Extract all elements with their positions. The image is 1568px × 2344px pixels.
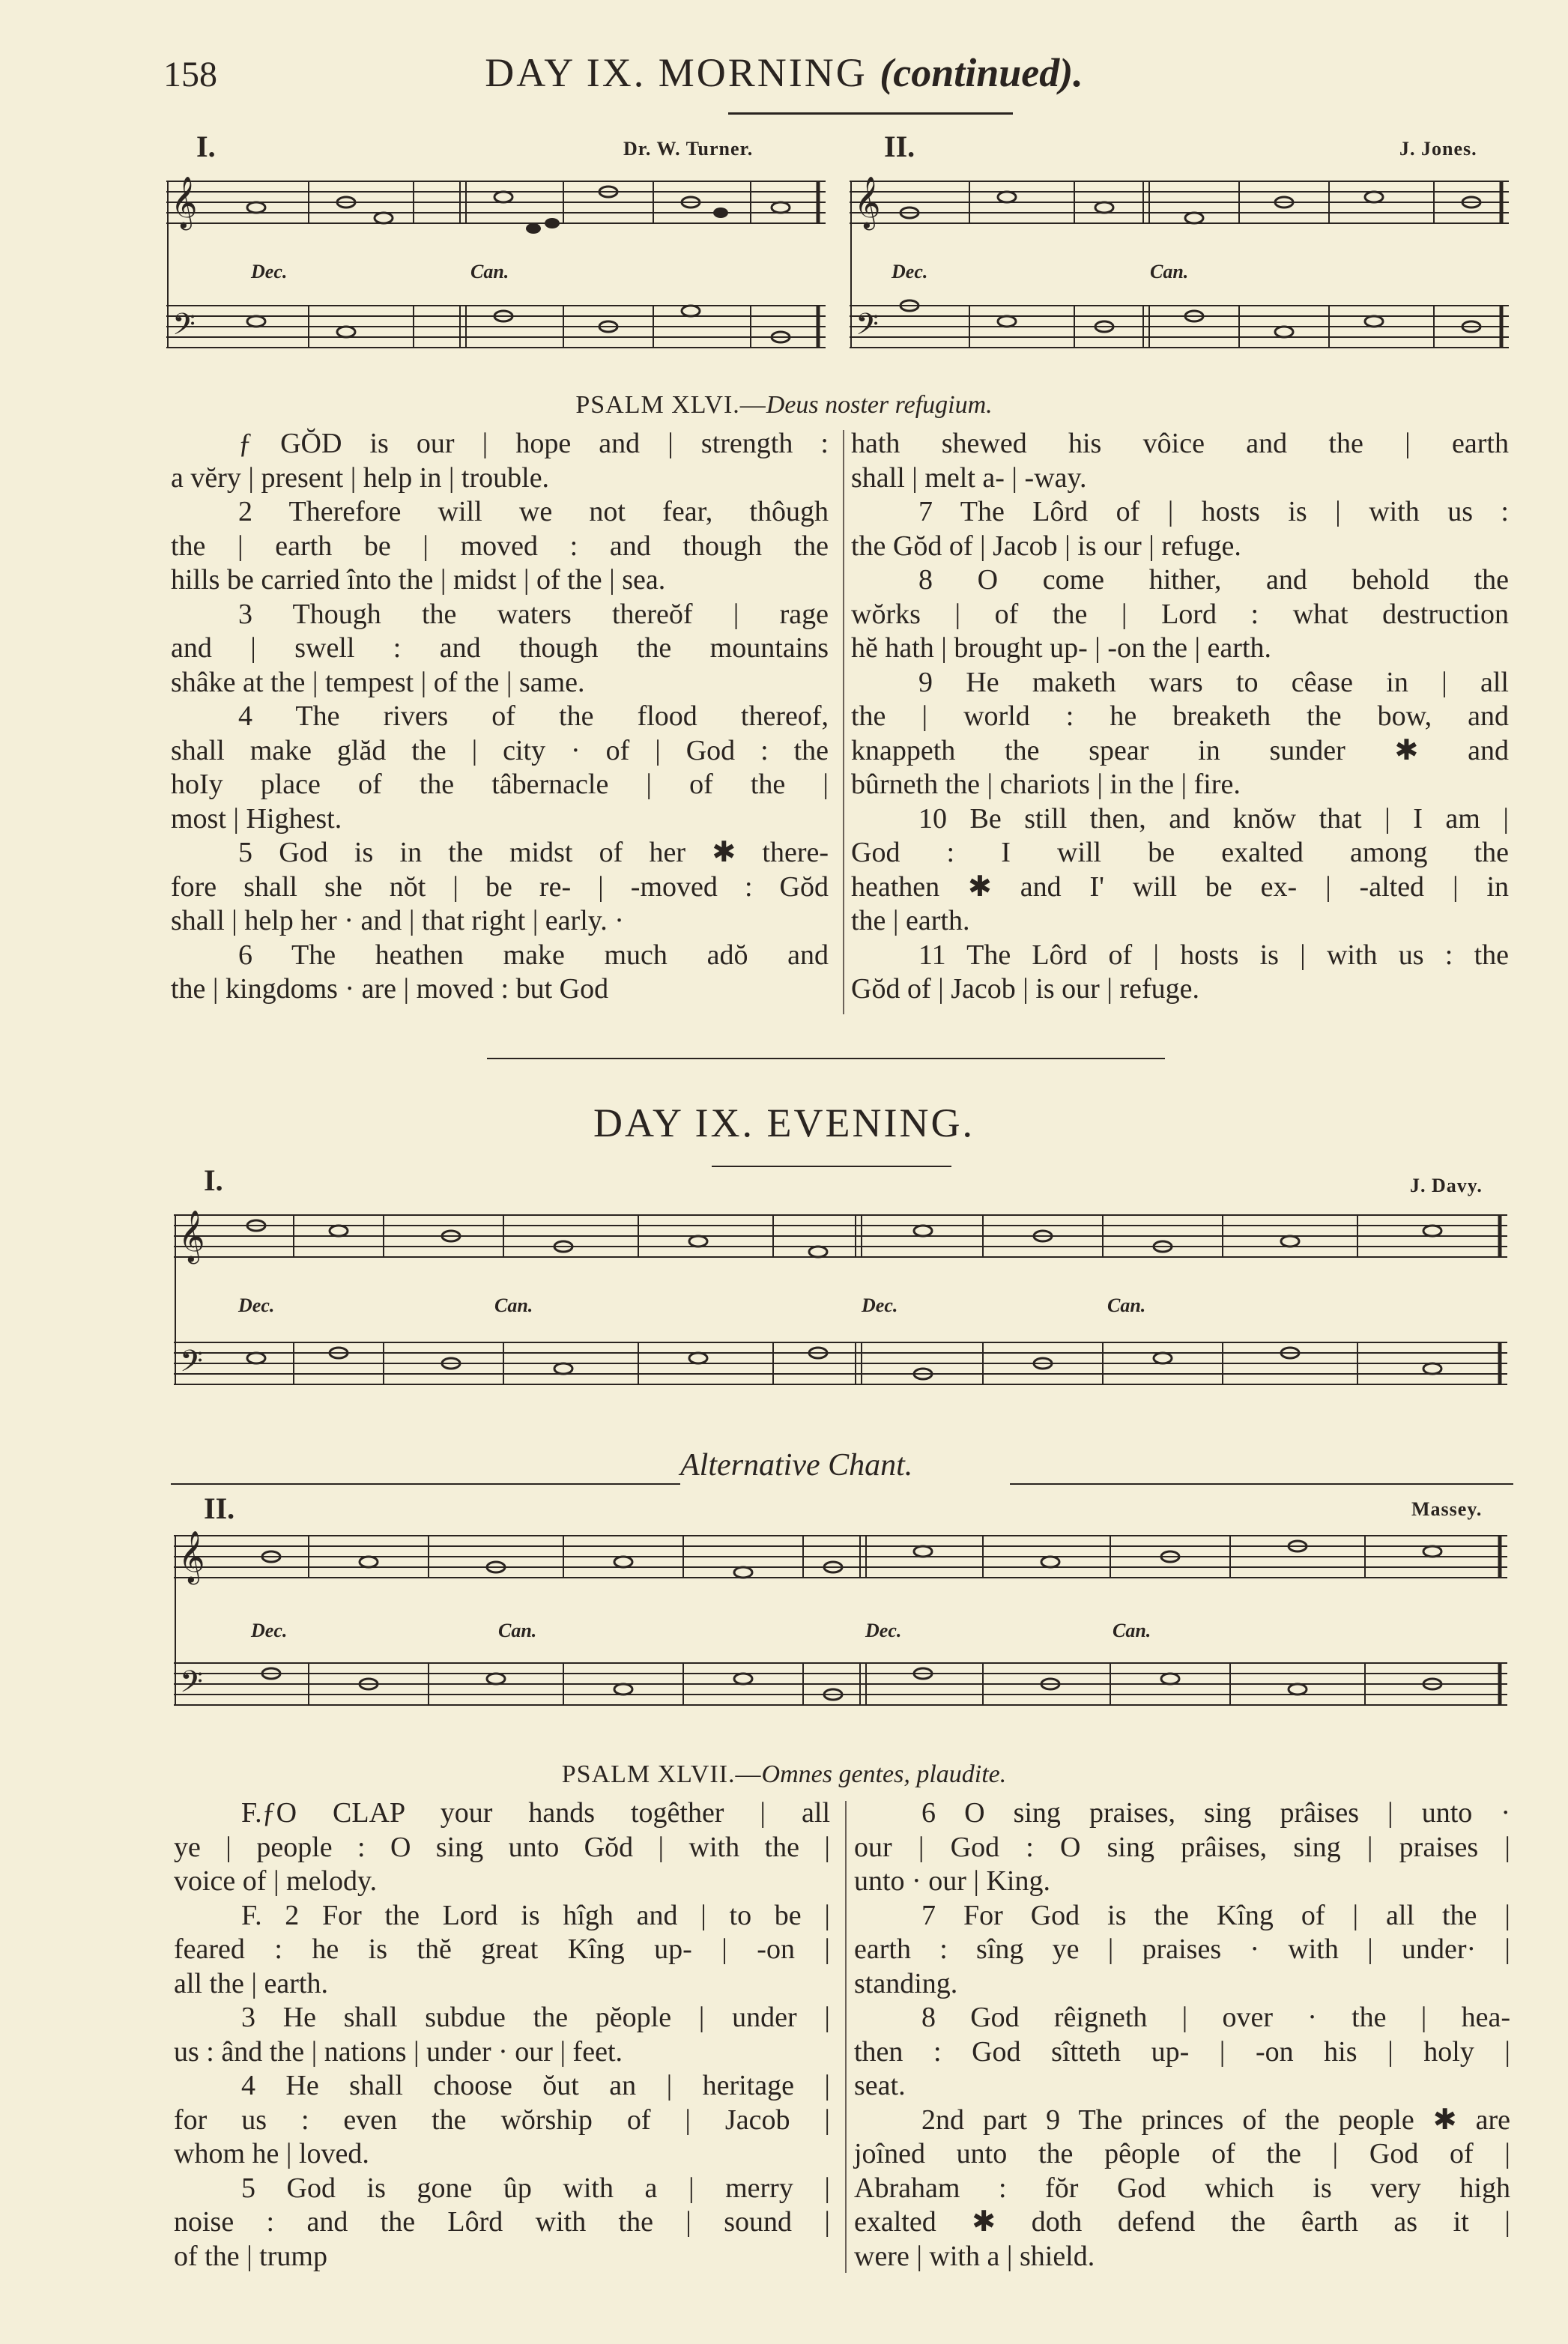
psalm-verse-line: 2nd part 9 The princes of the people ✱ are bbox=[921, 2104, 1510, 2136]
psalm-verse-line: bûrneth the | chariots | in the | fire. bbox=[851, 769, 1241, 800]
psalm-verse-line: feared : he is thĕ great Kîng up- | -on | bbox=[174, 1933, 830, 1965]
chant-number: II. bbox=[204, 1492, 235, 1525]
psalm-verse-line: for us : even the wŏrship of | Jacob | bbox=[174, 2104, 830, 2136]
psalm-verse-line: shall | help her · and | that right | early. · bbox=[171, 905, 624, 936]
psalm-verse-line: a vĕry | present | help in | trouble. bbox=[171, 461, 550, 494]
psalm-verse-line: hĕ hath | brought up- | -on the | earth. bbox=[851, 632, 1272, 664]
cantoris-label: Can. bbox=[470, 261, 509, 282]
psalm-verse-line: the Gŏd of | Jacob | is our | refuge. bbox=[851, 530, 1241, 562]
svg-text:𝄢: 𝄢 bbox=[172, 307, 196, 349]
psalm-title: PSALM XLVI.— bbox=[575, 391, 766, 419]
psalm-verse-line: seat. bbox=[854, 2070, 906, 2101]
psalm-verse-line: unto · our | King. bbox=[854, 1865, 1050, 1897]
psalm-verse-line: were | with a | shield. bbox=[854, 2240, 1095, 2272]
chant-number: I. bbox=[204, 1163, 223, 1197]
cantoris-label: Can. bbox=[1113, 1620, 1151, 1641]
section-rule bbox=[1010, 1483, 1513, 1485]
psalm-verse-line: our | God : O sing prâises, sing | praises | bbox=[854, 1831, 1510, 1863]
psalm-verse-line: then : God sîtteth up- | -on his | holy | bbox=[854, 2035, 1510, 2068]
psalm-verse-line: heathen ✱ and I' will be ex- | -alted | in bbox=[851, 870, 1509, 903]
psalm-verse-line: shâke at the | tempest | of the | same. bbox=[171, 666, 585, 698]
page-title-continued: (continued). bbox=[880, 50, 1083, 95]
svg-text:𝄞: 𝄞 bbox=[178, 1530, 205, 1583]
column-divider bbox=[843, 430, 844, 1014]
psalm-verse-line: earth : sîng ye | praises · with | under· | bbox=[854, 1933, 1510, 1965]
psalm-verse-line: standing. bbox=[854, 1967, 958, 1999]
chant-composer: J. Davy. bbox=[1410, 1175, 1483, 1196]
psalm-verse-line: noise : and the Lôrd with the | sound | bbox=[174, 2206, 830, 2238]
psalm-verse-line: 5 God is gone ûp with a | merry | bbox=[241, 2172, 830, 2204]
psalm-verse-line: God : I will be exalted among the bbox=[851, 837, 1509, 868]
page-number: 158 bbox=[163, 55, 217, 94]
psalm-verse-line: wŏrks | of the | Lord : what destruction bbox=[851, 598, 1509, 630]
decani-label: Dec. bbox=[238, 1294, 275, 1316]
psalm-verse-line: 6 The heathen make much adŏ and bbox=[238, 939, 829, 971]
psalm-column-right bbox=[854, 1796, 1510, 2274]
psalm-verse-line: 7 The Lôrd of | hosts is | with us : bbox=[918, 496, 1509, 527]
psalm-verse-line: us : ând the | nations | under · our | feet. bbox=[174, 2035, 623, 2068]
title-underline bbox=[712, 1166, 951, 1167]
psalm-verse-line: most | Highest. bbox=[171, 802, 342, 835]
svg-text:𝄞: 𝄞 bbox=[178, 1210, 205, 1262]
psalm-heading bbox=[0, 391, 1568, 420]
music-staff-chant bbox=[166, 174, 827, 369]
chant-composer: Massey. bbox=[1411, 1498, 1483, 1520]
psalm-verse-line: 10 Be still then, and knŏw that | I am | bbox=[918, 802, 1509, 835]
psalm-verse-line: the | earth. bbox=[851, 905, 970, 936]
svg-text:𝄞: 𝄞 bbox=[171, 176, 198, 228]
psalm-verse-line: 8 God rêigneth | over · the | hea- bbox=[921, 2002, 1510, 2033]
cantoris-label: Can. bbox=[1150, 261, 1189, 282]
decani-label: Dec. bbox=[251, 1620, 288, 1641]
chant-number: I. bbox=[196, 130, 216, 163]
psalm-verse-line: all the | earth. bbox=[174, 1967, 328, 1999]
psalm-verse-line: Gŏd of | Jacob | is our | refuge. bbox=[851, 973, 1199, 1005]
svg-text:𝄢: 𝄢 bbox=[180, 1665, 203, 1706]
psalm-column-right bbox=[851, 427, 1509, 1007]
decani-label: Dec. bbox=[865, 1620, 902, 1641]
psalm-verse-line: 8 O come hither, and behold the bbox=[918, 564, 1509, 596]
evening-title: DAY IX. EVENING. bbox=[593, 1100, 975, 1145]
decani-label: Dec. bbox=[862, 1294, 898, 1316]
psalm-verse-line: 5 God is in the midst of her ✱ there- bbox=[238, 837, 829, 868]
alternative-chant-heading: Alternative Chant. bbox=[680, 1448, 913, 1483]
psalm-column-left bbox=[171, 427, 829, 1007]
psalm-verse-line: shall make glăd the | city · of | God : the bbox=[171, 734, 829, 766]
psalm-verse-line: F. 2 For the Lord is hîgh and | to be | bbox=[241, 1899, 830, 1931]
section-rule bbox=[171, 1483, 680, 1485]
chant-composer: J. Jones. bbox=[1399, 138, 1477, 160]
psalm-verse-line: ye | people : O sing unto Gŏd | with the | bbox=[174, 1831, 830, 1863]
psalm-verse-line: fore shall she nŏt | be re- | -moved : Gŏd bbox=[171, 870, 829, 903]
svg-text:𝄢: 𝄢 bbox=[856, 307, 879, 349]
psalm-verse-line: of the | trump bbox=[174, 2240, 327, 2272]
psalm-verse-line: hath shewed his vôice and the | earth bbox=[851, 428, 1509, 459]
psalm-verse-line: 3 Though the waters thereŏf | rage bbox=[238, 598, 829, 630]
psalm-verse-line: joîned unto the pêople of the | God of | bbox=[854, 2138, 1510, 2169]
psalm-verse-line: whom he | loved. bbox=[174, 2138, 369, 2169]
psalm-verse-line: 7 For God is the Kîng of | all the | bbox=[921, 1899, 1510, 1931]
music-staff-chant bbox=[850, 174, 1510, 369]
psalm-verse-line: 9 He maketh wars to cêase in | all bbox=[918, 666, 1509, 698]
psalm-verse-line: 2 Therefore will we not fear, thôugh bbox=[238, 496, 829, 527]
psalm-verse-line: 11 The Lôrd of | hosts is | with us : the bbox=[918, 939, 1509, 971]
svg-text:𝄞: 𝄞 bbox=[854, 176, 881, 228]
decani-label: Dec. bbox=[251, 261, 288, 282]
psalm-verse-line: hoIy place of the tâbernacle | of the | bbox=[171, 769, 829, 800]
psalm-verse-line: the | earth be | moved : and though the bbox=[171, 530, 829, 562]
column-divider bbox=[845, 1801, 847, 2273]
music-staff-chant bbox=[174, 1528, 1515, 1730]
chant-composer: Dr. W. Turner. bbox=[623, 138, 754, 160]
psalm-verse-line: voice of | melody. bbox=[174, 1865, 378, 1897]
psalm-heading bbox=[0, 1760, 1568, 1789]
cantoris-label: Can. bbox=[494, 1294, 533, 1316]
cantoris-label: Can. bbox=[498, 1620, 537, 1641]
cantoris-label: Can. bbox=[1107, 1294, 1146, 1316]
psalm-verse-line: 6 O sing praises, sing prâises | unto · bbox=[921, 1797, 1510, 1829]
chant-number: II. bbox=[884, 130, 915, 163]
psalm-title: PSALM XLVII.— bbox=[561, 1760, 762, 1788]
section-rule bbox=[487, 1058, 1165, 1059]
header-rule bbox=[728, 112, 1013, 115]
psalm-verse-line: F.ƒO CLAP your hands togêther | all bbox=[241, 1797, 830, 1829]
psalm-latin-title: Deus noster refugium. bbox=[766, 391, 993, 419]
page-title bbox=[0, 49, 1568, 96]
music-staff-chant bbox=[174, 1208, 1515, 1410]
psalm-verse-line: 4 He shall choose ŏut an | heritage | bbox=[241, 2070, 830, 2101]
psalm-verse-line: exalted ✱ doth defend the êarth as it | bbox=[854, 2206, 1510, 2238]
decani-label: Dec. bbox=[892, 261, 928, 282]
psalm-verse-line: the | kingdoms · are | moved : but God bbox=[171, 973, 609, 1005]
psalm-latin-title: Omnes gentes, plaudite. bbox=[761, 1760, 1007, 1788]
psalm-verse-line: the | world : he breaketh the bow, and bbox=[851, 700, 1509, 732]
psalm-verse-line: knappeth the spear in sunder ✱ and bbox=[851, 734, 1509, 766]
page-title-text: DAY IX. MORNING bbox=[485, 50, 868, 95]
psalm-verse-line: hills be carried înto the | midst | of the | sea. bbox=[171, 564, 666, 596]
psalm-verse-line: shall | melt a- | -way. bbox=[851, 461, 1087, 494]
psalm-column-left bbox=[174, 1796, 830, 2274]
psalm-verse-line: and | swell : and though the mountains bbox=[171, 632, 829, 664]
psalm-verse-line: Abraham : fŏr God which is very high bbox=[854, 2172, 1510, 2204]
psalm-verse-line: 3 He shall subdue the pĕople | under | bbox=[241, 2002, 830, 2033]
svg-text:𝄢: 𝄢 bbox=[180, 1344, 203, 1386]
psalm-verse-line: 4 The rivers of the flood thereof, bbox=[238, 700, 829, 732]
psalm-verse-line: ƒ GŎD is our | hope and | strength : bbox=[238, 428, 829, 459]
